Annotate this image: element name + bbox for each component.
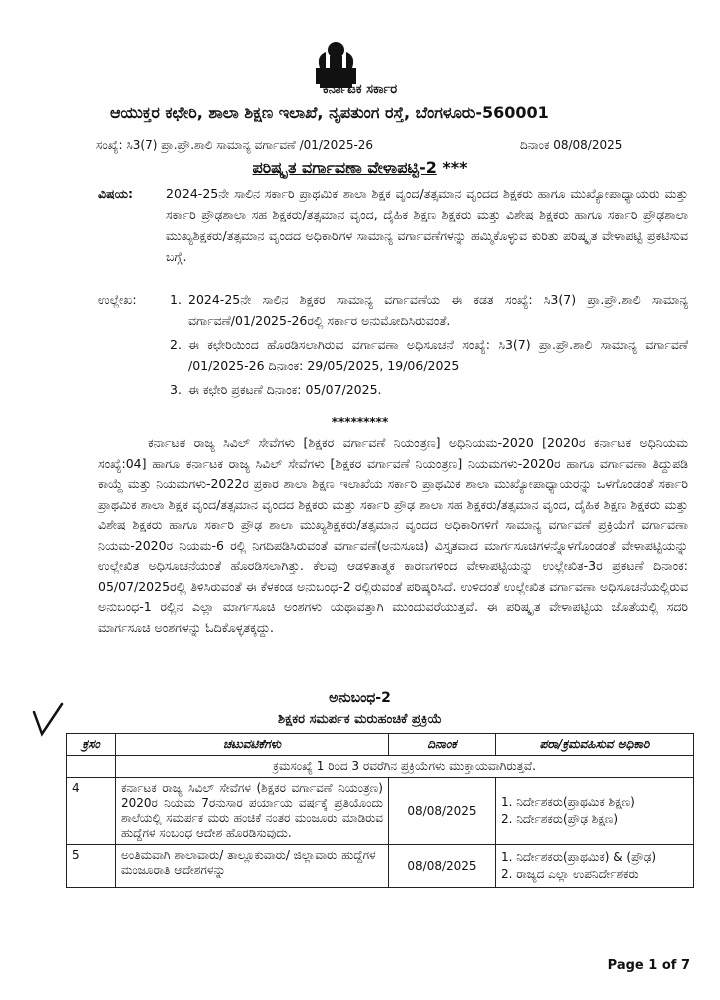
authority-item: 2. ರಾಜ್ಯದ ಎಲ್ಲಾ ಉಪನಿರ್ದೇಶಕರು bbox=[501, 867, 639, 881]
reference-num: 2. bbox=[170, 337, 182, 352]
title-text: ಪರಿಷ್ಕೃತ ವರ್ಗಾವಣಾ ವೇಳಾಪಟ್ಟಿ-2 bbox=[252, 158, 437, 177]
row-sno: 5 bbox=[67, 845, 116, 888]
table-row bbox=[67, 845, 694, 888]
header-activities: ಚಟುವಟಿಕೆಗಳು bbox=[116, 734, 389, 756]
authority-item: 2. ನಿರ್ದೇಶಕರು(ಪ್ರೌಢ ಶಿಕ್ಷಣ) bbox=[501, 812, 619, 826]
schedule-table bbox=[66, 733, 694, 888]
authority-item: 1. ನಿರ್ದೇಶಕರು(ಪ್ರಾಥಮಿಕ ಶಿಕ್ಷಣ) bbox=[501, 795, 635, 809]
reference-num: 3. bbox=[170, 382, 182, 397]
row-sno: 4 bbox=[67, 778, 116, 845]
subject-text: 2024-25ನೇ ಸಾಲಿನ ಸರ್ಕಾರಿ ಪ್ರಾಥಮಿಕ ಶಾಲಾ ಶಿಕ್ಷಕ ವೃಂದ/ತತ್ಸಮಾನ ವೃಂದದ ಶಿಕ್ಷಕರು ಹಾಗೂ ಮುಖ್ಯೋಪಾಧ್ಯಾಯರು ಮತ್ತು ಸರ್ಕಾರಿ ಪ್ರೌಢಶಾಲಾ ಸಹ ಶಿಕ್ಷಕರು/ತತ್ಸಮಾನ ವೃಂದ, ದೈಹಿಕ ಶಿಕ್ಷಣ ಶಿಕ್ಷಕರು ಮತ್ತು ವಿಶೇಷ ಶಿಕ್ಷಕರು ಹಾಗೂ ಸರ್ಕಾರಿ ಪ್ರೌಢಶಾಲಾ ಮುಖ್ಯಶಿಕ್ಷಕರು/ತತ್ಸಮಾನ ವೃಂದದ ಅಧಿಕಾರಿಗಳ ಸಾಮಾನ್ಯ ವರ್ಗಾವಣೆಗಳನ್ನು ಹಮ್ಮಿಕೊಳ್ಳುವ ಕುರಿತು ಪರಿಷ್ಕೃತ ವೇಳಾಪಟ್ಟಿ ಪ್ರಕಟಿಸುವ ಬಗ್ಗೆ. bbox=[166, 186, 688, 264]
references-block bbox=[98, 289, 688, 403]
body-paragraph: ಕರ್ನಾಟಕ ರಾಜ್ಯ ಸಿವಿಲ್ ಸೇವೆಗಳು [ಶಿಕ್ಷಕರ ವರ್ಗಾವಣೆ ನಿಯಂತ್ರಣ] ಅಧಿನಿಯಮ-2020 [2020ರ ಕರ್ನಾಟಕ ಅಧಿನಿಯಮ ಸಂಖ್ಯೆ:04] ಹಾಗೂ ಕರ್ನಾಟಕ ರಾಜ್ಯ ಸಿವಿಲ್ ಸೇವೆಗಳು [ಶಿಕ್ಷಕರ ವರ್ಗಾವಣೆ ನಿಯಂತ್ರಣ] ನಿಯಮಗಳು-2020ರ ಹಾಗೂ ವರ್ಗಾವಣಾ ತಿದ್ದುಪಡಿ ಕಾಯ್ದೆ ಮತ್ತು ನಿಯಮಗಳು-2022ರ ಪ್ರಕಾರ ಶಾಲಾ ಶಿಕ್ಷಣ ಇಲಾಖೆಯ ಸರ್ಕಾರಿ ಪ್ರಾಥಮಿಕ ಶಾಲಾ ಮುಖ್ಯೋಪಾಧ್ಯಾಯರನ್ನು ಒಳಗೊಂಡಂತೆ ಸರ್ಕಾರಿ ಪ್ರಾಥಮಿಕ ಶಾಲಾ ಶಿಕ್ಷಕ ವೃಂದ/ತತ್ಸಮಾನ ವೃಂದದ ಶಿಕ್ಷಕರು ಮತ್ತು ಸರ್ಕಾರಿ ಪ್ರೌಢ ಶಾಲಾ ಸಹ ಶಿಕ್ಷಕರು/ತತ್ಸಮಾನ ವೃಂದ, ದೈಹಿಕ ಶಿಕ್ಷಣ ಶಿಕ್ಷಕರು ಮತ್ತು ವಿಶೇಷ ಶಿಕ್ಷಕರು ಹಾಗೂ ಸರ್ಕಾರಿ ಪ್ರೌಢ ಶಾಲಾ ಮುಖ್ಯಶಿಕ್ಷಕರು/ತತ್ಸಮಾನ ವೃಂದದ ಅಧಿಕಾರಿಗಳಿಗೆ ಸಾಮಾನ್ಯ ವರ್ಗಾವಣೆ ಪ್ರಕ್ರಿಯೆಗೆ ವರ್ಗಾವಣಾ ನಿಯಮ-2020ರ ನಿಯಮ-6 ರಲ್ಲಿ ನಿಗದಿಪಡಿಸಿರುವಂತೆ ವರ್ಗಾವಣೆ(ಅನುಸೂಚಿ) ವಿಸ್ತೃತವಾದ ಮಾರ್ಗಸೂಚಿಗಳನ್ನೊಳಗೊಂಡಂತೆ ವೇಳಾಪಟ್ಟಿಯನ್ನು ಉಲ್ಲೇಖಿತ ಅಧಿಸೂಚನೆಯಂತೆ ಹೊರಡಿಸಲಾಗಿತ್ತು. ಕೆಲವು ಆಡಳಿತಾತ್ಮಕ ಕಾರಣಗಳಿಂದ ವೇಳಾಪಟ್ಟಿಯನ್ನು ಉಲ್ಲೇಖಿತ-3ರ ಪ್ರಕಟಣೆ ದಿನಾಂಕ: 05/07/2025ರಲ್ಲಿ ತಿಳಿಸಿರುವಂತೆ ಈ ಕೆಳಕಂಡ ಅನುಬಂಧ-2 ರಲ್ಲಿರುವಂತೆ ಪರಿಷ್ಕರಿಸಿದೆ. ಉಳಿದಂತೆ ಉಲ್ಲೇಖಿತ ವರ್ಗಾವಣಾ ಅಧಿಸೂಚನೆಯಲ್ಲಿರುವ ಅನುಬಂಧ-1 ರಲ್ಲಿನ ಎಲ್ಲಾ ಮಾರ್ಗಸೂಚಿ ಅಂಶಗಳು ಯಥಾವತ್ತಾಗಿ ಮುಂದುವರೆಯುತ್ತವೆ. ಈ ಪರಿಷ್ಕೃತ ವೇಳಾಪಟ್ಟಿಯ ಜೊತೆಯಲ್ಲಿ ಸದರಿ ಮಾರ್ಗಸೂಚಿ ಅಂಶಗಳನ್ನು ಓದಿಕೊಳ್ಳತಕ್ಕದ್ದು. bbox=[98, 435, 688, 635]
reference-text: ಈ ಕಛೇರಿಯಿಂದ ಹೊರಡಿಸಲಾಗಿರುವ ವರ್ಗಾವಣಾ ಅಧಿಸೂಚನೆ ಸಂಖ್ಯೆ: ಸಿ3(7) ಪ್ರಾ.ಪ್ರೌ.ಶಾಲಿ ಸಾಮಾನ್ಯ ವರ್ಗಾವಣೆ /01/2025-26 ದಿನಾಂಕ: 29/05/2025, 19/06/2025 bbox=[188, 337, 688, 373]
header-date: ದಿನಾಂಕ bbox=[389, 734, 496, 756]
reference-item bbox=[170, 379, 688, 400]
document-date: ದಿನಾಂಕ 08/08/2025 bbox=[520, 138, 623, 152]
table-row bbox=[67, 778, 694, 845]
table-note-row bbox=[67, 756, 694, 778]
annexure-title: ಅನುಬಂಧ-2 bbox=[329, 690, 391, 706]
subject-block bbox=[98, 183, 688, 267]
subject-label: ವಿಷಯ: bbox=[98, 186, 133, 201]
reference-number: ಸಂಖ್ಯೆ: ಸಿ3(7) ಪ್ರಾ.ಪ್ರೌ.ಶಾಲಿ ಸಾಮಾನ್ಯ ವರ್ಗಾವಣೆ /01/2025-26 bbox=[96, 138, 374, 152]
row-authority bbox=[496, 778, 694, 845]
header-sno: ಕ್ರಸಂ bbox=[67, 734, 116, 756]
title-suffix: *** bbox=[442, 158, 468, 177]
reference-text: ಈ ಕಛೇರಿ ಪ್ರಕಟಣೆ ದಿನಾಂಕ: 05/07/2025. bbox=[188, 382, 382, 397]
references-label: ಉಲ್ಲೇಖ: bbox=[98, 292, 137, 307]
row-authority bbox=[496, 845, 694, 888]
separator: ********* bbox=[331, 415, 389, 429]
office-address: ಆಯುಕ್ತರ ಕಛೇರಿ, ಶಾಲಾ ಶಿಕ್ಷಣ ಇಲಾಖೆ, ನೃಪತುಂಗ ರಸ್ತೆ, ಬೆಂಗಳೂರು-560001 bbox=[110, 103, 549, 122]
row-activity: ಅಂತಿಮವಾಗಿ ಶಾಲಾವಾರು/ ತಾಲ್ಲೂಕುವಾರು/ ಜಿಲ್ಲಾವಾರು ಹುದ್ದೆಗಳ ಮಂಜೂರಾತಿ ಆದೇಶಗಳನ್ನು bbox=[116, 845, 389, 888]
row-date: 08/08/2025 bbox=[389, 778, 496, 845]
note-empty-cell bbox=[67, 756, 116, 778]
header-authority: ಪರಾ/ಕ್ರಮವಹಿಸುವ ಅಧಿಕಾರಿ bbox=[496, 734, 694, 756]
row-date: 08/08/2025 bbox=[389, 845, 496, 888]
annexure-subtitle: ಶಿಕ್ಷಕರ ಸಮರ್ಪಕ ಮರುಹಂಚಿಕೆ ಪ್ರಕ್ರಿಯೆ bbox=[278, 712, 442, 727]
reference-item bbox=[170, 334, 688, 376]
authority-item: 1. ನಿರ್ದೇಶಕರು(ಪ್ರಾಥಮಿಕ) & (ಪ್ರೌಢ) bbox=[501, 850, 657, 864]
page-number: Page 1 of 7 bbox=[607, 958, 690, 973]
row-activity: ಕರ್ನಾಟಕ ರಾಜ್ಯ ಸಿವಿಲ್ ಸೇವೆಗಳ (ಶಿಕ್ಷಕರ ವರ್ಗಾವಣೆ ನಿಯಂತ್ರಣ) 2020ರ ನಿಯಮ 7ರನುಸಾರ ಪರ್ಯಾಯ ವರ್ಷಕ್ಕೆ ಪ್ರತಿಯೊಂದು ಶಾಲೆಯಲ್ಲಿ ಸಮರ್ಪಕ ಮರು ಹಂಚಿಕೆ ನಂತರ ಮಂಜೂರು ಮಾಡಿರುವ ಹುದ್ದೆಗಳ ಸಂಬಂಧ ಆದೇಶ ಹೊರಡಿಸುವುದು. bbox=[116, 778, 389, 845]
document-title bbox=[0, 158, 720, 178]
reference-item bbox=[170, 289, 688, 331]
table-note: ಕ್ರಮಸಂಖ್ಯೆ 1 ರಿಂದ 3 ರವರೆಗಿನ ಪ್ರಕ್ರಿಯೆಗಳು ಮುಕ್ತಾಯವಾಗಿರುತ್ತವೆ. bbox=[116, 756, 694, 778]
table-header-row bbox=[67, 734, 694, 756]
reference-num: 1. bbox=[170, 292, 182, 307]
government-name: ಕರ್ನಾಟಕ ಸರ್ಕಾರ bbox=[322, 82, 398, 97]
reference-text: 2024-25ನೇ ಸಾಲಿನ ಶಿಕ್ಷಕರ ಸಾಮಾನ್ಯ ವರ್ಗಾವಣೆಯ ಈ ಕಡತ ಸಂಖ್ಯೆ: ಸಿ3(7) ಪ್ರಾ.ಪ್ರೌ.ಶಾಲಿ ಸಾಮಾನ್ಯ ವರ್ಗಾವಣೆ/01/2025-26ರಲ್ಲಿ ಸರ್ಕಾರ ಅನುಮೋದಿಸಿರುವಂತೆ. bbox=[188, 292, 688, 328]
references-list bbox=[170, 289, 688, 400]
